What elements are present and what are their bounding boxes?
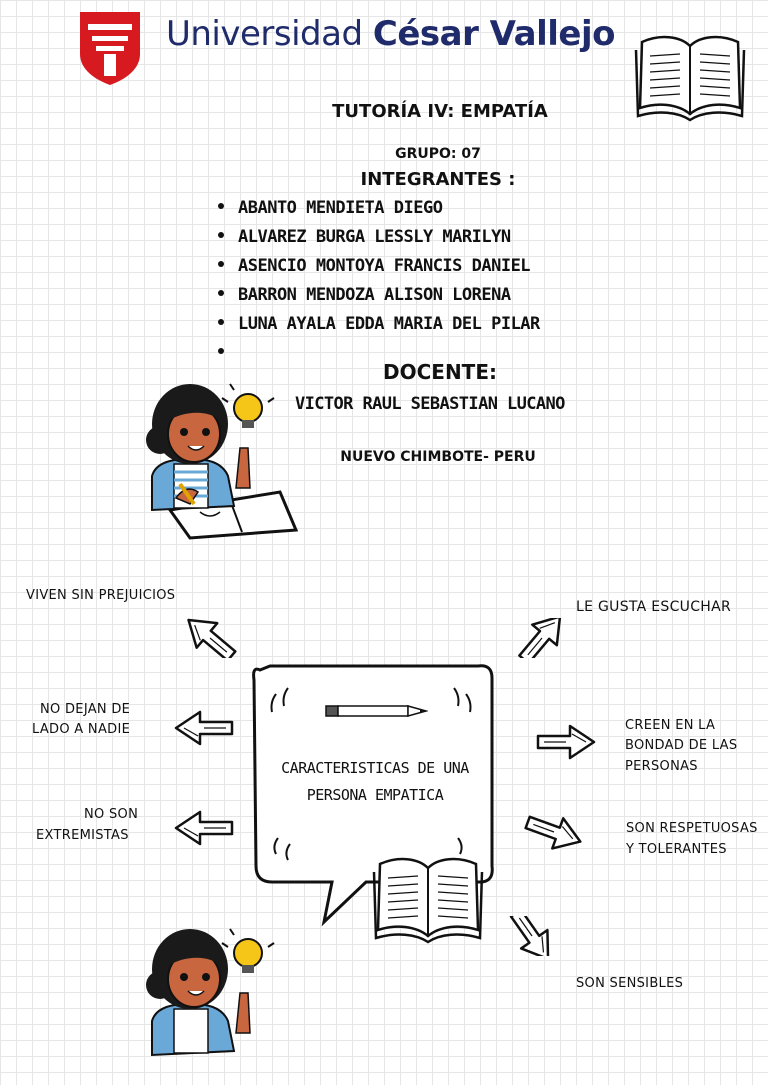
- bullet-icon: [218, 348, 224, 354]
- group-number: GRUPO: 07: [395, 146, 481, 162]
- trait-label: CREEN EN LA: [625, 718, 716, 733]
- bullet-icon: [218, 261, 224, 267]
- university-name: Universidad César Vallejo: [166, 14, 615, 54]
- trait-label: NO DEJAN DE: [40, 702, 131, 717]
- hand-drawn-arrow-icon: [174, 708, 234, 748]
- university-shield-icon: [78, 10, 142, 86]
- hand-drawn-arrow-icon: [536, 722, 596, 762]
- trait-label: EXTREMISTAS: [36, 828, 129, 843]
- list-item: ASENCIO MONTOYA FRANCIS DANIEL: [218, 254, 540, 283]
- trait-label: VIVEN SIN PREJUICIOS: [26, 588, 176, 603]
- list-item: LUNA AYALA EDDA MARIA DEL PILAR: [218, 312, 540, 341]
- trait-label: Y TOLERANTES: [626, 842, 727, 857]
- bullet-icon: [218, 203, 224, 209]
- girl-with-lightbulb-illustration: [130, 925, 300, 1085]
- members-heading: INTEGRANTES :: [360, 169, 516, 190]
- hand-drawn-arrow-icon: [180, 618, 240, 658]
- trait-label: NO SON: [84, 807, 139, 822]
- teacher-heading: DOCENTE:: [383, 360, 497, 384]
- bullet-icon: [218, 232, 224, 238]
- bullet-icon: [218, 290, 224, 296]
- hand-drawn-arrow-icon: [174, 808, 234, 848]
- trait-label: LE GUSTA ESCUCHAR: [576, 599, 732, 615]
- open-book-icon: [372, 852, 484, 946]
- teacher-name: VICTOR RAUL SEBASTIAN LUCANO: [295, 394, 565, 414]
- members-list: [218, 196, 540, 370]
- trait-label: SON SENSIBLES: [576, 976, 684, 991]
- hand-drawn-arrow-icon: [512, 618, 572, 658]
- trait-label: SON RESPETUOSAS: [626, 821, 758, 836]
- trait-label: BONDAD DE LAS: [625, 738, 738, 753]
- list-item: ABANTO MENDIETA DIEGO: [218, 196, 540, 225]
- trait-label: PERSONAS: [625, 759, 698, 774]
- hand-drawn-arrow-icon: [502, 916, 562, 956]
- girl-with-lightbulb-illustration: [130, 380, 300, 540]
- bullet-icon: [218, 319, 224, 325]
- map-center-title: CARACTERISTICAS DE UNA PERSONA EMPATICA: [281, 759, 469, 804]
- pencil-icon: [324, 702, 428, 720]
- list-item: ALVAREZ BURGA LESSLY MARILYN: [218, 225, 540, 254]
- page-title: TUTORÍA IV: EMPATÍA: [332, 101, 548, 122]
- list-item: BARRON MENDOZA ALISON LORENA: [218, 283, 540, 312]
- hand-drawn-arrow-icon: [524, 812, 584, 852]
- trait-label: LADO A NADIE: [32, 722, 131, 737]
- city-label: NUEVO CHIMBOTE- PERU: [340, 449, 536, 465]
